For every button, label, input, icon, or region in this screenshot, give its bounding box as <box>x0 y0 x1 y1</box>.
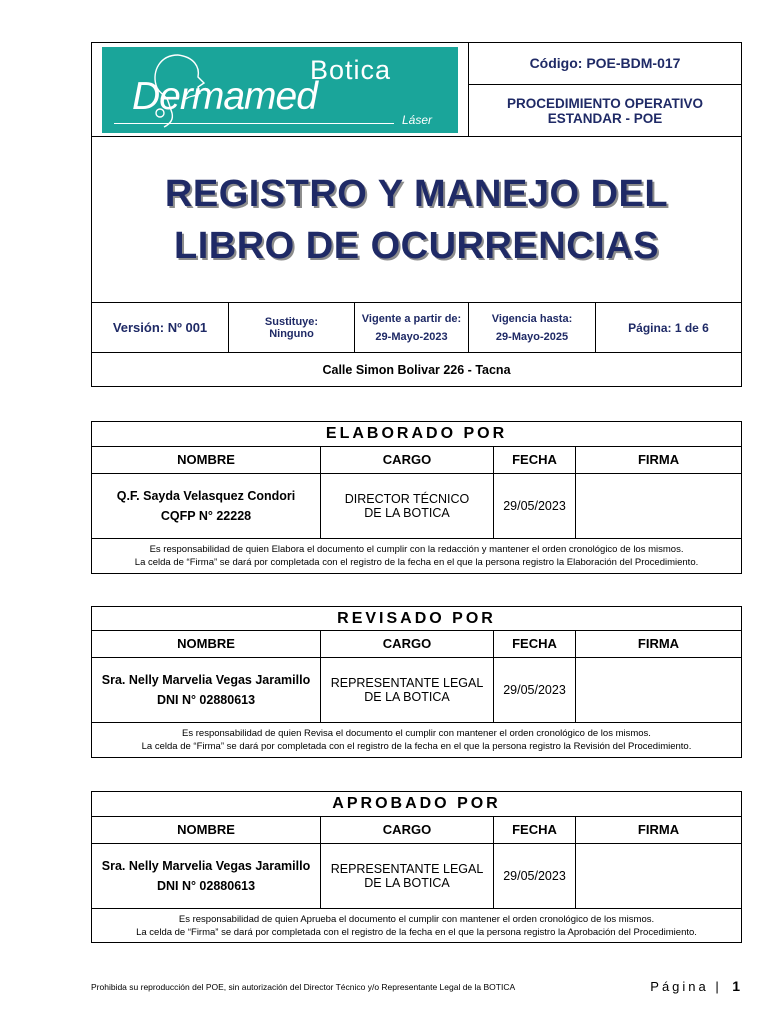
name-header-cell <box>92 631 321 658</box>
signature-header: FIRMA <box>637 452 680 467</box>
date-cell <box>494 474 576 539</box>
role-header: CARGO <box>382 452 432 467</box>
name-header: NOMBRE <box>177 636 235 651</box>
approved-by-table <box>91 791 741 942</box>
name-cell <box>92 658 321 723</box>
note-line-2: La celda de “Firma” se dará por completada con el registro de la fecha en el que la persona registro la Elaboración del Procedimiento. <box>134 557 699 568</box>
logo-top-text: Botica <box>310 54 392 85</box>
valid-until-label: Vigencia hasta: <box>491 312 573 325</box>
date-value: 29/05/2023 <box>503 683 566 697</box>
procedure-cell <box>469 85 742 137</box>
role-header-cell <box>321 631 494 658</box>
logo-cell <box>92 43 469 137</box>
notes-cell <box>92 539 742 574</box>
role-line-1: DIRECTOR TÉCNICO <box>344 492 470 506</box>
replaces-label: Sustituye: <box>264 315 319 328</box>
section-heading: ELABORADO POR <box>325 425 508 442</box>
valid-from-cell <box>355 303 469 353</box>
footer-notice: Prohibida su reproducción del POE, sin autorización del Director Técnico y/o Representante Legal de la BOTICA <box>91 982 516 992</box>
name-cell <box>92 844 321 909</box>
role-cell <box>321 474 494 539</box>
role-line-1: REPRESENTANTE LEGAL <box>330 862 484 876</box>
signature-header-cell <box>576 817 742 844</box>
note-line-2: La celda de “Firma” se dará por completada con el registro de la fecha en el que la persona registro la Aprobación del Procedimiento. <box>136 926 697 938</box>
document-header <box>91 42 741 387</box>
date-header-cell <box>494 631 576 658</box>
page-cell <box>596 303 742 353</box>
note-line-1: Es responsabilidad de quien Aprueba el documento el cumplir con mantener el orden cronológico de los mismos. <box>178 913 655 925</box>
section-heading-cell <box>92 422 742 447</box>
section-heading-cell <box>92 792 742 817</box>
role-line-2: DE LA BOTICA <box>364 506 450 520</box>
role-header: CARGO <box>382 822 432 837</box>
title-line-1: REGISTRO Y MANEJO DEL <box>164 172 669 215</box>
address-text: Calle Simon Bolivar 226 - Tacna <box>322 362 511 377</box>
signature-header: FIRMA <box>637 822 680 837</box>
address-cell <box>92 353 742 387</box>
date-header-cell <box>494 447 576 474</box>
date-value: 29/05/2023 <box>503 869 566 883</box>
role-line-2: DE LA BOTICA <box>364 876 450 890</box>
valid-until-value: 29-Mayo-2025 <box>495 330 569 343</box>
section-heading-cell <box>92 607 742 631</box>
person-name: Q.F. Sayda Velasquez Condori <box>116 489 296 503</box>
name-header: NOMBRE <box>177 452 235 467</box>
elaborated-by-table <box>91 421 741 573</box>
person-name: Sra. Nelly Marvelia Vegas Jaramillo <box>101 859 311 873</box>
person-id: CQFP N° 22228 <box>160 509 252 523</box>
date-header: FECHA <box>512 452 557 467</box>
signature-cell <box>576 658 742 723</box>
role-line-2: DE LA BOTICA <box>364 690 450 704</box>
date-cell <box>494 658 576 723</box>
signature-cell <box>576 844 742 909</box>
name-header-cell <box>92 817 321 844</box>
person-id: DNI N° 02880613 <box>156 693 256 707</box>
role-cell <box>321 658 494 723</box>
signature-cell <box>576 474 742 539</box>
section-heading: APROBADO POR <box>332 795 501 812</box>
person-id: DNI N° 02880613 <box>156 879 256 893</box>
logo-main-text: Dermamed <box>132 74 317 118</box>
date-header-cell <box>494 817 576 844</box>
signature-header-cell <box>576 447 742 474</box>
footer-page <box>600 978 740 996</box>
note-line-1: Es responsabilidad de quien Revisa el documento el cumplir con mantener el orden cronológico de los mismos. <box>182 728 651 739</box>
date-header: FECHA <box>512 636 557 651</box>
logo-sub-text: Láser <box>402 112 433 127</box>
name-header-cell <box>92 447 321 474</box>
role-line-1: REPRESENTANTE LEGAL <box>330 676 484 690</box>
botica-dermamed-logo <box>102 47 458 133</box>
role-header: CARGO <box>382 636 432 651</box>
signature-header: FIRMA <box>637 636 680 651</box>
procedure-line-1: PROCEDIMIENTO OPERATIVO <box>506 95 704 111</box>
title-line-2: LIBRO DE OCURRENCIAS <box>173 224 660 267</box>
notes-cell <box>92 723 742 758</box>
page-count-text: Página: 1 de 6 <box>628 320 709 335</box>
date-value: 29/05/2023 <box>503 499 566 513</box>
date-header: FECHA <box>512 822 557 837</box>
valid-from-label: Vigente a partir de: <box>361 312 462 325</box>
replaces-cell <box>229 303 355 353</box>
reviewed-by-table <box>91 606 741 757</box>
note-line-1: Es responsabilidad de quien Elabora el documento el cumplir con la redacción y mantener el orden cronológico de los mismos. <box>149 544 684 555</box>
code-cell <box>469 43 742 85</box>
role-cell <box>321 844 494 909</box>
replaces-value: Ninguno <box>269 327 314 340</box>
date-cell <box>494 844 576 909</box>
notes-cell <box>92 909 742 943</box>
document-code: Código: POE-BDM-017 <box>529 54 681 71</box>
name-cell <box>92 474 321 539</box>
title-cell <box>92 137 742 303</box>
procedure-line-2: ESTANDAR - POE <box>547 110 663 126</box>
section-heading: REVISADO POR <box>337 609 496 627</box>
logo-underline <box>114 123 394 124</box>
footer-page-number: 1 <box>732 978 740 994</box>
role-header-cell <box>321 447 494 474</box>
role-header-cell <box>321 817 494 844</box>
person-name: Sra. Nelly Marvelia Vegas Jaramillo <box>101 673 311 687</box>
footer-page-label: Página | <box>650 979 722 994</box>
version-cell <box>92 303 229 353</box>
signature-header-cell <box>576 631 742 658</box>
valid-from-value: 29-Mayo-2023 <box>375 330 448 343</box>
valid-until-cell <box>469 303 596 353</box>
version-text: Versión: Nº 001 <box>112 319 208 335</box>
name-header: NOMBRE <box>177 822 235 837</box>
note-line-2: La celda de “Firma” se dará por completada con el registro de la fecha en el que la persona registro la Revisión del Procedimiento. <box>141 741 692 752</box>
